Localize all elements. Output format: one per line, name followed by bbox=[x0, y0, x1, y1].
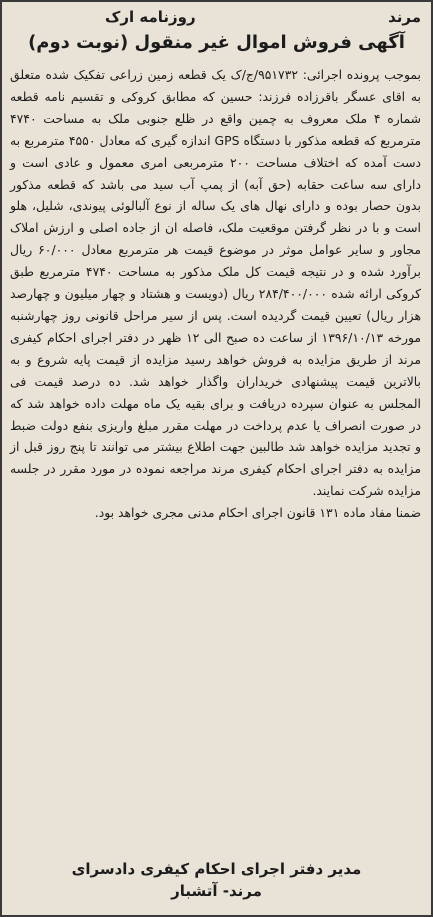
signature-title: مدیر دفتر اجرای احکام کیفری دادسرای bbox=[71, 860, 362, 878]
clipping-header bbox=[10, 6, 423, 28]
notice-title: آگهی فروش اموال غیر منقول (نوبت دوم) bbox=[28, 32, 405, 53]
signature-location: مرند- آتشبار bbox=[171, 882, 262, 900]
notice-body bbox=[10, 64, 421, 524]
notice-signature bbox=[2, 858, 431, 902]
notice-main-text: بموجب پرونده اجرائی: ۹۵۱۷۳۲/ج/ک یک قطعه زمین زراعی تفکیک شده متعلق به اقای عسگر باقرزاده فرزند: حسین که مطابق کروکی و تقسیم نامه قطعه شماره ۴ ملک معروف به چمین واقع در ظلع جنوبی ملک به مساحت ۴۷۴۰ مترمربع که قطعه مذکور با دستگاه GPS اندازه گیری که معادل ۴۵۵۰ مترمربع به دست آمده که اختلاف مساحت ۲۰۰ مترمربعی امری معمول و عادی است و دارای سه ساعت حقابه (حق آبه) از پمپ آب سید می باشد که قطعه مذکور بدون حصار بوده و دارای نهال های یک ساله از نوع آلبالوئی پیوندی، شلیل، هلو است و با در نظر گرفتن موقعیت ملک، فاصله ان از جاده اصلی و ارزش املاک مجاور و سایر عوامل موثر در موضوع قیمت هر مترمربع معادل ۶۰/۰۰۰ ریال برآورد شده و در نتیجه قیمت کل ملک مذکور به مساحت ۴۷۴۰ مترمربع طبق کروکی ارائه شده ۲۸۴/۴۰۰/۰۰۰ ریال (دویست و هشتاد و چهار میلیون و چهارصد هزار ریال) تعیین قیمت گردیده است. پس از سیر مراحل قانونی روز چهارشنبه مورخه ۱۳۹۶/۱۰/۱۳ از ساعت ده صبح الی ۱۲ ظهر در دفتر اجرای احکام کیفری مرند از طریق مزایده به فروش خواهد رسید مزایده از قیمت پایه شروع و به بالاترین قیمت پیشنهادی خریداران واگذار خواهد شد. ده درصد قیمت فی المجلس به عنوان سپرده دریافت و برای بقیه یک ماه مهلت داده خواهد شد که در صورت انصراف یا عدم پرداخت در مهلت مقرر مبلغ واریزی بنفع دولت ضبط و تجدید مزایده خواهد شد طالبین جهت اطلاع بیشتر می توانند تا پنج روز قبل از مزایده به دفتر اجرای احکام کیفری مرند مراجعه نموده در مورد مقرر در جلسه مزایده شرکت نمایند. bbox=[10, 67, 422, 499]
newspaper-name: روزنامه ارک bbox=[105, 8, 196, 26]
city-name: مرند bbox=[388, 8, 421, 26]
notice-legal-note: ضمنا مفاد ماده ۱۳۱ قانون اجرای احکام مدنی مجری خواهد بود. bbox=[94, 505, 421, 521]
